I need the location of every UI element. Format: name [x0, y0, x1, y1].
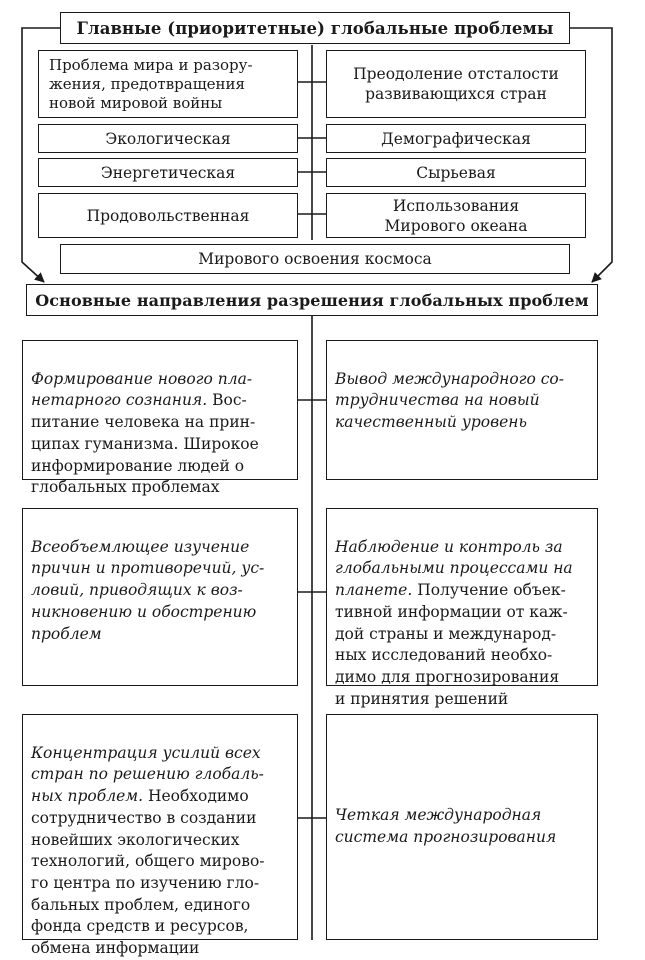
problem-peace: Проблема мира и разору- жения, предотвращения новой мировой войны [38, 50, 298, 118]
direction-study: Всеобъемлющее изучение причин и противоречий, ус- ловий, приводящих к воз- никновению и обострению проблем [22, 508, 298, 686]
problem-ecological: Экологическая [38, 124, 298, 153]
problem-energy: Энергетическая [38, 158, 298, 187]
main-problems-title-text: Главные (приоритетные) глобальные проблемы [76, 18, 554, 38]
problem-backwardness: Преодоление отсталости развивающихся стран [326, 50, 586, 118]
direction-consciousness: Формирование нового пла- нетарного сознания. Вос- питание человека на прин- ципах гуманизма. Широкое информирование людей о глобальных проблемах [22, 340, 298, 480]
problem-demographic: Демографическая [326, 124, 586, 153]
problem-food: Продовольственная [38, 193, 298, 238]
directions-title-text: Основные направления разрешения глобальных проблем [35, 290, 589, 310]
direction-forecasting: Четкая международная система прогнозирования [326, 714, 598, 940]
direction-concentration: Концентрация усилий всех стран по решению глобаль- ных проблем. Необходимо сотрудничество в создании новейших экологических технологий, общего мирово- го центра по изучению гло- бальных проблем, единого фонда средств и ресурсов, обмена информации [22, 714, 298, 940]
direction-monitoring: Наблюдение и контроль за глобальными процессами на планете. Получение объек- тивной информации от каж- дой страны и международ- ных исследований необхо- димо для прогнозирования и принятия решений [326, 508, 598, 686]
problem-space: Мирового освоения космоса [60, 244, 570, 274]
direction-cooperation: Вывод международного со- трудничества на новый качественный уровень [326, 340, 598, 480]
directions-title [26, 284, 598, 316]
main-problems-title [60, 12, 570, 44]
problem-raw-materials: Сырьевая [326, 158, 586, 187]
problem-ocean: Использования Мирового океана [326, 193, 586, 238]
